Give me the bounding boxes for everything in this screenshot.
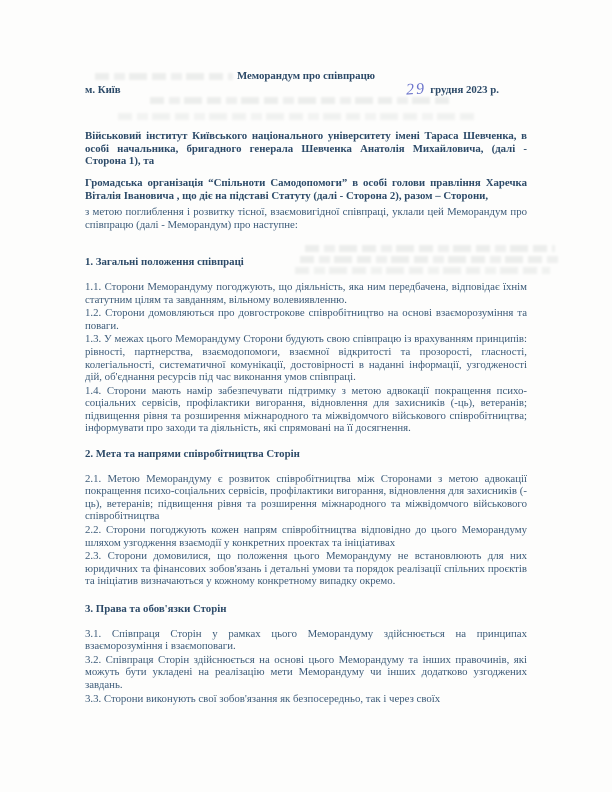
bleed-through-artifact — [305, 245, 555, 252]
section-1-heading: 1. Загальні положення співпраці — [85, 256, 244, 269]
clause-2-2: 2.2. Сторони погоджують кожен напрям співробітництва відповідно до цього Меморандуму шляхом узгодження взаємодії у конкретних проектах та ініціативах — [85, 524, 527, 549]
date — [405, 79, 527, 99]
party1-paragraph: Військовий інститут Київського національного університету імені Тараса Шевченка, в особі начальника, бригадного генерала Шевченка Анатолія Михайловича, (далі - Сторона 1), та — [85, 130, 527, 168]
clause-1-3: 1.3. У межах цього Меморандуму Сторони будують свою співпрацю із врахуванням принципів: рівності, партнерства, взаємодопомоги, взаємної відкритості та прозорості, гласності, колегіальності, систематичної комунікації, достовірності в наданні інформації, узгодженості дій, об'єднання ресурсів під час виконання умов співпраці. — [85, 333, 527, 384]
clause-1-1: 1.1. Сторони Меморандуму погоджують, що діяльність, яка ним передбачена, відповідає їхнім статутним цілям та завданням, вільному волевиявленню. — [85, 280, 527, 306]
section-2-heading: 2. Мета та напрями співробітництва Сторін — [85, 448, 300, 461]
date-text: грудня 2023 р. — [430, 83, 499, 96]
city-label: м. Київ — [85, 83, 121, 96]
dateline — [85, 79, 527, 99]
section-3-heading: 3. Права та обов'язки Сторін — [85, 603, 227, 615]
clause-1-2: 1.2. Сторони домовляються про довгострокове співробітництво на основі взаєморозуміння та поваги. — [85, 307, 527, 332]
bleed-through-artifact — [118, 113, 478, 120]
clause-2-3: 2.3. Сторони домовилися, що положення цього Меморандуму не встановлюють для них юридичних та фінансових зобов'язань і детальні умови та порядок реалізації спільних проєктів та ініціатив визначаються у кожному конкретному випадку окремо. — [85, 550, 527, 588]
bleed-through-artifact — [150, 97, 450, 104]
clause-2-1: 2.1. Метою Меморандуму є розвиток співробітництва між Сторонами з метою адвокації покращення психо-соціальних сервісів, профілактики вигорання, відновлення для захисників (-ць), ветеранів; підвищення рівня та розширення міжнародного та міжвідомчого військового співробітництва — [85, 472, 527, 523]
clause-3-1: 3.1. Співпраця Сторін у рамках цього Меморандуму здійснюється на принципах взаєморозуміння і взаємоповаги. — [85, 627, 527, 653]
clause-1-4: 1.4. Сторони мають намір забезпечувати підтримку з метою адвокації покращення психо-соціальних сервісів, профілактики вигорання, відновлення для захисників (-ць), ветеранів; підвищення рівня та розширення міжнародного та міжвідомчого військового співробітництва; інформувати про заходи та діяльність, які спрямовані на її досягнення. — [85, 384, 527, 435]
handwritten-day: 29 — [405, 79, 427, 99]
party2-paragraph: Громадська організація “Спільноти Самодопомоги” в особі голови правління Харечка Віталія Івановича , що діє на підставі Статуту (далі - Сторона 2), разом – Сторони, — [85, 176, 527, 202]
clause-3-3: 3.3. Сторони виконують свої зобов'язання як безпосередньо, так і через своїх — [85, 692, 441, 705]
purpose-paragraph: з метою поглиблення і розвитку тісної, взаємовигідної співпраці, уклали цей Меморандум про співпрацю (далі - Меморандум) про наступне: — [85, 206, 527, 231]
clause-3-2: 3.2. Співпраця Сторін здійснюється на основі цього Меморандуму та інших правочинів, які можуть бути укладені на реалізацію мети Меморандуму чи інших додатково узгоджених завдань. — [85, 653, 527, 691]
document-title: Меморандум про співпрацю — [236, 70, 376, 82]
